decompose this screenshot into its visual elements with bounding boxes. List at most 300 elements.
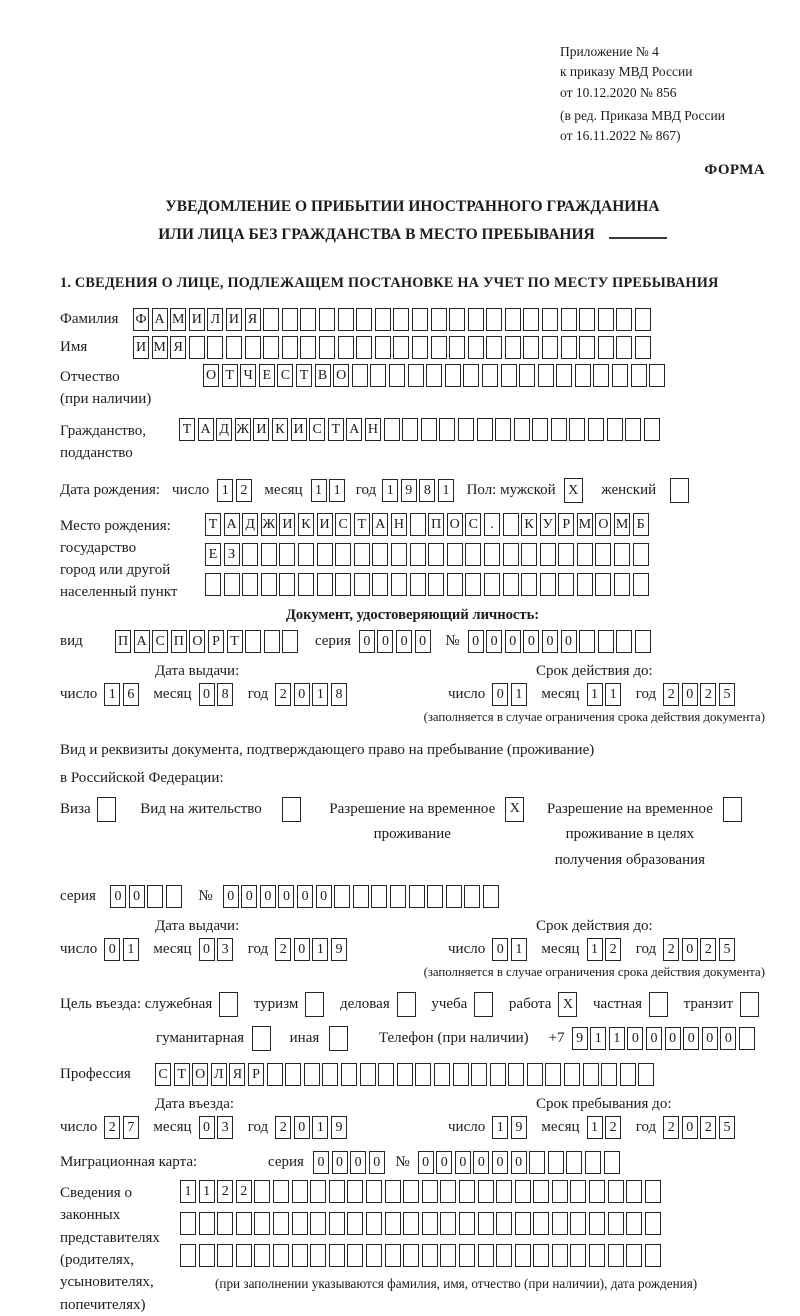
cell[interactable]: [199, 1212, 215, 1235]
cell[interactable]: 0: [369, 1151, 385, 1174]
cell[interactable]: [279, 573, 295, 596]
cell[interactable]: [561, 308, 577, 331]
cell[interactable]: [317, 573, 333, 596]
cell[interactable]: С: [277, 364, 293, 387]
cell[interactable]: 0: [646, 1027, 662, 1050]
cell[interactable]: [515, 1180, 531, 1203]
cell[interactable]: 1: [312, 683, 328, 706]
cell[interactable]: [465, 573, 481, 596]
cell[interactable]: [471, 1063, 487, 1086]
cell[interactable]: [478, 1212, 494, 1235]
cell[interactable]: [319, 308, 335, 331]
cell[interactable]: Е: [259, 364, 275, 387]
cell[interactable]: 8: [419, 479, 435, 502]
cell[interactable]: С: [155, 1063, 171, 1086]
cell[interactable]: [532, 418, 548, 441]
cell[interactable]: [570, 1180, 586, 1203]
cell[interactable]: [341, 1063, 357, 1086]
cell[interactable]: 1: [311, 479, 327, 502]
cell[interactable]: [317, 543, 333, 566]
cell[interactable]: 1: [180, 1180, 196, 1203]
cell[interactable]: 2: [236, 1180, 252, 1203]
cell[interactable]: [372, 543, 388, 566]
cell[interactable]: [484, 543, 500, 566]
cell[interactable]: [385, 1180, 401, 1203]
cell[interactable]: [440, 1244, 456, 1267]
cell[interactable]: [147, 885, 163, 908]
cell[interactable]: И: [253, 418, 269, 441]
cell[interactable]: [366, 1212, 382, 1235]
cell[interactable]: [254, 1180, 270, 1203]
cell[interactable]: З: [224, 543, 240, 566]
cell[interactable]: [180, 1212, 196, 1235]
cell[interactable]: [514, 418, 530, 441]
cell[interactable]: [459, 1180, 475, 1203]
cell[interactable]: [440, 1212, 456, 1235]
cell[interactable]: А: [346, 418, 362, 441]
cell[interactable]: 0: [377, 630, 393, 653]
cell[interactable]: [366, 1244, 382, 1267]
cell[interactable]: 0: [720, 1027, 736, 1050]
cell[interactable]: 0: [316, 885, 332, 908]
cell[interactable]: 5: [719, 938, 735, 961]
cell[interactable]: 1: [605, 683, 621, 706]
cell[interactable]: [601, 1063, 617, 1086]
cell[interactable]: [353, 885, 369, 908]
cell[interactable]: 0: [418, 1151, 434, 1174]
cell[interactable]: 0: [415, 630, 431, 653]
cell[interactable]: [570, 1244, 586, 1267]
cell[interactable]: 2: [605, 938, 621, 961]
cell[interactable]: [254, 1244, 270, 1267]
cell[interactable]: Д: [216, 418, 232, 441]
cell[interactable]: [483, 885, 499, 908]
cell[interactable]: [254, 1212, 270, 1235]
cell[interactable]: С: [309, 418, 325, 441]
cell[interactable]: Р: [248, 1063, 264, 1086]
cell[interactable]: [608, 1212, 624, 1235]
cell[interactable]: [410, 513, 426, 536]
cell[interactable]: О: [189, 630, 205, 653]
cell[interactable]: 1: [587, 938, 603, 961]
cell[interactable]: [403, 1244, 419, 1267]
cell[interactable]: [292, 1212, 308, 1235]
cell[interactable]: [422, 1212, 438, 1235]
cell[interactable]: 1: [511, 683, 527, 706]
cell[interactable]: 0: [104, 938, 120, 961]
cell[interactable]: [397, 992, 416, 1017]
cell[interactable]: [670, 478, 689, 503]
cell[interactable]: У: [540, 513, 556, 536]
cell[interactable]: 0: [129, 885, 145, 908]
cell[interactable]: [558, 543, 574, 566]
cell[interactable]: [495, 418, 511, 441]
cell[interactable]: 0: [294, 1116, 310, 1139]
cell[interactable]: [338, 308, 354, 331]
cell[interactable]: Л: [207, 308, 223, 331]
cell[interactable]: [389, 364, 405, 387]
cell[interactable]: 9: [331, 938, 347, 961]
cell[interactable]: [434, 1063, 450, 1086]
cell[interactable]: О: [333, 364, 349, 387]
cell[interactable]: [459, 1212, 475, 1235]
cell[interactable]: [97, 797, 116, 822]
cell[interactable]: [496, 1212, 512, 1235]
cell[interactable]: [207, 336, 223, 359]
cell[interactable]: И: [226, 308, 242, 331]
cell[interactable]: [245, 630, 261, 653]
cell[interactable]: [556, 364, 572, 387]
cell[interactable]: [595, 573, 611, 596]
cell[interactable]: [335, 543, 351, 566]
cell[interactable]: [566, 1151, 582, 1174]
cell[interactable]: 0: [627, 1027, 643, 1050]
cell[interactable]: [385, 1212, 401, 1235]
cell[interactable]: [445, 364, 461, 387]
cell[interactable]: [545, 1063, 561, 1086]
cell[interactable]: [329, 1212, 345, 1235]
cell[interactable]: [585, 1151, 601, 1174]
cell[interactable]: [310, 1212, 326, 1235]
cell[interactable]: [579, 336, 595, 359]
cell[interactable]: [598, 630, 614, 653]
cell[interactable]: [644, 418, 660, 441]
cell[interactable]: 2: [236, 479, 252, 502]
cell[interactable]: [552, 1212, 568, 1235]
cell[interactable]: 0: [682, 938, 698, 961]
cell[interactable]: [329, 1180, 345, 1203]
cell[interactable]: [638, 1063, 654, 1086]
cell[interactable]: [410, 573, 426, 596]
cell[interactable]: [375, 308, 391, 331]
cell[interactable]: [236, 1212, 252, 1235]
cell[interactable]: .: [484, 513, 500, 536]
cell[interactable]: [329, 1026, 348, 1051]
cell[interactable]: [409, 885, 425, 908]
cell[interactable]: [267, 1063, 283, 1086]
cell[interactable]: 1: [199, 1180, 215, 1203]
cell[interactable]: [408, 364, 424, 387]
cell[interactable]: [490, 1063, 506, 1086]
cell[interactable]: [484, 573, 500, 596]
cell[interactable]: 0: [492, 1151, 508, 1174]
cell[interactable]: [523, 308, 539, 331]
cell[interactable]: [561, 336, 577, 359]
cell[interactable]: М: [577, 513, 593, 536]
cell[interactable]: 0: [199, 683, 215, 706]
cell[interactable]: [261, 543, 277, 566]
cell[interactable]: А: [134, 630, 150, 653]
cell[interactable]: Т: [354, 513, 370, 536]
cell[interactable]: [458, 418, 474, 441]
cell[interactable]: [626, 1212, 642, 1235]
cell[interactable]: Ч: [240, 364, 256, 387]
cell[interactable]: [393, 336, 409, 359]
cell[interactable]: 0: [278, 885, 294, 908]
cell[interactable]: [242, 573, 258, 596]
cell[interactable]: [598, 336, 614, 359]
cell[interactable]: [723, 797, 742, 822]
cell[interactable]: [279, 543, 295, 566]
cell[interactable]: Ж: [235, 418, 251, 441]
cell[interactable]: Е: [205, 543, 221, 566]
cell[interactable]: К: [272, 418, 288, 441]
cell[interactable]: 1: [217, 479, 233, 502]
cell[interactable]: [298, 543, 314, 566]
cell[interactable]: [533, 1212, 549, 1235]
cell[interactable]: 1: [511, 938, 527, 961]
cell[interactable]: М: [152, 336, 168, 359]
cell[interactable]: [431, 336, 447, 359]
cell[interactable]: 0: [542, 630, 558, 653]
cell[interactable]: [570, 1212, 586, 1235]
cell[interactable]: 0: [110, 885, 126, 908]
cell[interactable]: [519, 364, 535, 387]
cell[interactable]: [354, 573, 370, 596]
cell[interactable]: [645, 1180, 661, 1203]
cell[interactable]: [508, 1063, 524, 1086]
cell[interactable]: 0: [241, 885, 257, 908]
cell[interactable]: [415, 1063, 431, 1086]
cell[interactable]: [589, 1212, 605, 1235]
cell[interactable]: И: [189, 308, 205, 331]
cell[interactable]: [521, 543, 537, 566]
cell[interactable]: [360, 1063, 376, 1086]
cell[interactable]: [372, 573, 388, 596]
cell[interactable]: [577, 543, 593, 566]
cell[interactable]: [477, 418, 493, 441]
cell[interactable]: [612, 364, 628, 387]
cell[interactable]: [310, 1244, 326, 1267]
cell[interactable]: Т: [296, 364, 312, 387]
cell[interactable]: 1: [329, 479, 345, 502]
cell[interactable]: [468, 336, 484, 359]
cell[interactable]: [635, 630, 651, 653]
cell[interactable]: П: [115, 630, 131, 653]
cell[interactable]: 2: [700, 683, 716, 706]
cell[interactable]: 0: [473, 1151, 489, 1174]
cell[interactable]: Я: [229, 1063, 245, 1086]
cell[interactable]: В: [315, 364, 331, 387]
cell[interactable]: [558, 573, 574, 596]
cell[interactable]: 3: [217, 938, 233, 961]
cell[interactable]: [598, 308, 614, 331]
cell[interactable]: 0: [561, 630, 577, 653]
cell[interactable]: 1: [587, 1116, 603, 1139]
cell[interactable]: 0: [486, 630, 502, 653]
cell[interactable]: [245, 336, 261, 359]
cell[interactable]: [427, 885, 443, 908]
cell[interactable]: [426, 364, 442, 387]
cell[interactable]: [595, 543, 611, 566]
cell[interactable]: Р: [208, 630, 224, 653]
cell[interactable]: [384, 418, 400, 441]
cell[interactable]: 0: [396, 630, 412, 653]
cell[interactable]: С: [465, 513, 481, 536]
cell[interactable]: О: [203, 364, 219, 387]
cell[interactable]: 2: [663, 683, 679, 706]
cell[interactable]: Т: [328, 418, 344, 441]
cell[interactable]: 9: [401, 479, 417, 502]
cell[interactable]: А: [224, 513, 240, 536]
cell[interactable]: 1: [104, 683, 120, 706]
cell[interactable]: Т: [174, 1063, 190, 1086]
cell[interactable]: 1: [587, 683, 603, 706]
cell[interactable]: [577, 573, 593, 596]
cell[interactable]: Я: [170, 336, 186, 359]
cell[interactable]: [614, 573, 630, 596]
cell[interactable]: [428, 543, 444, 566]
cell[interactable]: [300, 336, 316, 359]
cell[interactable]: [391, 573, 407, 596]
cell[interactable]: 0: [436, 1151, 452, 1174]
cell[interactable]: [431, 308, 447, 331]
cell[interactable]: [583, 1063, 599, 1086]
cell[interactable]: Н: [391, 513, 407, 536]
cell[interactable]: [521, 573, 537, 596]
cell[interactable]: [263, 336, 279, 359]
cell[interactable]: [397, 1063, 413, 1086]
cell[interactable]: [633, 573, 649, 596]
cell[interactable]: О: [447, 513, 463, 536]
cell[interactable]: [478, 1244, 494, 1267]
cell[interactable]: [453, 1063, 469, 1086]
cell[interactable]: [338, 336, 354, 359]
cell[interactable]: [410, 543, 426, 566]
cell[interactable]: 1: [312, 938, 328, 961]
cell[interactable]: [486, 336, 502, 359]
cell[interactable]: [422, 1180, 438, 1203]
cell[interactable]: Н: [365, 418, 381, 441]
cell[interactable]: [449, 336, 465, 359]
cell[interactable]: [548, 1151, 564, 1174]
cell[interactable]: [282, 630, 298, 653]
cell[interactable]: [252, 1026, 271, 1051]
cell[interactable]: 0: [468, 630, 484, 653]
cell[interactable]: А: [152, 308, 168, 331]
cell[interactable]: [635, 308, 651, 331]
cell[interactable]: [533, 1244, 549, 1267]
cell[interactable]: 0: [332, 1151, 348, 1174]
cell[interactable]: [322, 1063, 338, 1086]
cell[interactable]: 0: [682, 1116, 698, 1139]
cell[interactable]: 0: [455, 1151, 471, 1174]
cell[interactable]: [589, 1180, 605, 1203]
cell[interactable]: [166, 885, 182, 908]
cell[interactable]: 2: [275, 1116, 291, 1139]
cell[interactable]: 2: [700, 1116, 716, 1139]
cell[interactable]: [226, 336, 242, 359]
cell[interactable]: Л: [211, 1063, 227, 1086]
cell[interactable]: 1: [590, 1027, 606, 1050]
cell[interactable]: [635, 336, 651, 359]
cell[interactable]: [300, 308, 316, 331]
cell[interactable]: 8: [331, 683, 347, 706]
cell[interactable]: [631, 364, 647, 387]
cell[interactable]: Т: [205, 513, 221, 536]
cell[interactable]: [273, 1212, 289, 1235]
cell[interactable]: Я: [245, 308, 261, 331]
cell[interactable]: [496, 1244, 512, 1267]
cell[interactable]: [614, 543, 630, 566]
cell[interactable]: [347, 1180, 363, 1203]
cell[interactable]: [645, 1244, 661, 1267]
cell[interactable]: [378, 1063, 394, 1086]
cell[interactable]: 1: [123, 938, 139, 961]
cell[interactable]: [449, 308, 465, 331]
cell[interactable]: [593, 364, 609, 387]
cell[interactable]: 2: [700, 938, 716, 961]
cell[interactable]: С: [152, 630, 168, 653]
cell[interactable]: [465, 543, 481, 566]
cell[interactable]: [588, 418, 604, 441]
cell[interactable]: 2: [605, 1116, 621, 1139]
cell[interactable]: 5: [719, 1116, 735, 1139]
cell[interactable]: 0: [297, 885, 313, 908]
cell[interactable]: [371, 885, 387, 908]
cell[interactable]: 2: [217, 1180, 233, 1203]
cell[interactable]: [273, 1244, 289, 1267]
cell[interactable]: [474, 992, 493, 1017]
cell[interactable]: [412, 308, 428, 331]
cell[interactable]: [440, 1180, 456, 1203]
cell[interactable]: [626, 1180, 642, 1203]
cell[interactable]: [205, 573, 221, 596]
cell[interactable]: [335, 573, 351, 596]
cell[interactable]: [402, 418, 418, 441]
cell[interactable]: [285, 1063, 301, 1086]
cell[interactable]: [482, 364, 498, 387]
cell[interactable]: 0: [223, 885, 239, 908]
cell[interactable]: 1: [438, 479, 454, 502]
cell[interactable]: 1: [492, 1116, 508, 1139]
cell[interactable]: [645, 1212, 661, 1235]
cell[interactable]: И: [279, 513, 295, 536]
cell[interactable]: [261, 573, 277, 596]
cell[interactable]: [552, 1180, 568, 1203]
cell[interactable]: [538, 364, 554, 387]
cell[interactable]: 0: [492, 683, 508, 706]
cell[interactable]: [527, 1063, 543, 1086]
cell[interactable]: [496, 1180, 512, 1203]
cell[interactable]: И: [317, 513, 333, 536]
cell[interactable]: 1: [609, 1027, 625, 1050]
cell[interactable]: [385, 1244, 401, 1267]
cell[interactable]: 9: [511, 1116, 527, 1139]
cell[interactable]: [391, 543, 407, 566]
cell[interactable]: [298, 573, 314, 596]
cell[interactable]: 2: [663, 938, 679, 961]
cell[interactable]: 2: [275, 938, 291, 961]
cell[interactable]: [515, 1244, 531, 1267]
cell[interactable]: [319, 336, 335, 359]
cell[interactable]: [551, 418, 567, 441]
cell[interactable]: 0: [313, 1151, 329, 1174]
cell[interactable]: К: [521, 513, 537, 536]
cell[interactable]: [503, 513, 519, 536]
cell[interactable]: [329, 1244, 345, 1267]
cell[interactable]: [604, 1151, 620, 1174]
cell[interactable]: [217, 1212, 233, 1235]
cell[interactable]: Р: [558, 513, 574, 536]
cell[interactable]: 0: [294, 938, 310, 961]
cell[interactable]: 0: [702, 1027, 718, 1050]
cell[interactable]: X: [558, 992, 577, 1017]
cell[interactable]: [236, 1244, 252, 1267]
cell[interactable]: [564, 1063, 580, 1086]
cell[interactable]: А: [372, 513, 388, 536]
cell[interactable]: [347, 1244, 363, 1267]
